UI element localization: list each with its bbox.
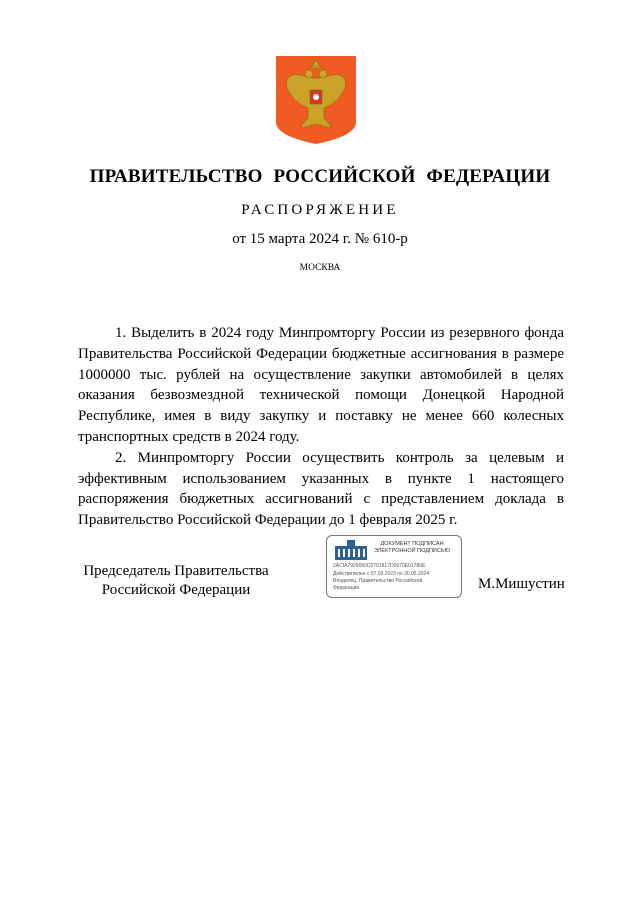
signer-position-line-1: Председатель Правительства — [83, 563, 269, 579]
stamp-validity: Действителен с 07.03.2023 по 30.05.2024 — [333, 571, 430, 577]
document-date-number: от 15 марта 2024 г. № 610-р — [232, 231, 408, 247]
document-type: РАСПОРЯЖЕНИЕ — [241, 202, 399, 218]
document-city: МОСКВА — [299, 263, 341, 273]
stamp-title-line-1: ДОКУМЕНТ ПОДПИСАН — [380, 541, 444, 547]
coat-of-arms-icon — [276, 56, 356, 144]
paragraph-1: 1. Выделить в 2024 году Минпромторгу России из резервного фонда Правительства Российской Федерации бюджетные ассигнования в размере 1000000 тыс. рублей на осуществление закупки автомобилей в целях оказания безвозмездной технической помощи Донецкой Народной Республике, имея в виду закупку и поставку не менее 660 колесных транспортных средств в 2024 году. — [78, 325, 564, 445]
government-building-icon — [335, 540, 367, 560]
stamp-owner-line-2: Федерации — [333, 585, 360, 591]
stamp-certificate: 2ACIA7929050C0761817D0970E01780E — [333, 563, 426, 569]
paragraph-2: 2. Минпромторгу России осуществить контроль за целевым и эффективным использованием указанных в пункте 1 настоящего распоряжения бюджетных ассигнований с представлением доклада в Правительство Российской Федерации до 1 февраля 2025 г. — [78, 449, 564, 529]
stamp-title — [367, 541, 457, 555]
stamp-owner-line-1: Владелец: Правительство Российской — [333, 578, 423, 584]
electronic-signature-stamp — [326, 535, 462, 598]
signer-position — [70, 562, 282, 600]
stamp-title-line-2: ЭЛЕКТРОННОЙ ПОДПИСЬЮ — [373, 548, 451, 554]
document-body — [78, 323, 564, 531]
government-title: ПРАВИТЕЛЬСТВО РОССИЙСКОЙ ФЕДЕРАЦИИ — [89, 166, 551, 187]
signer-name: М.Мишустин — [478, 576, 565, 592]
signer-position-line-2: Российской Федерации — [101, 582, 251, 598]
